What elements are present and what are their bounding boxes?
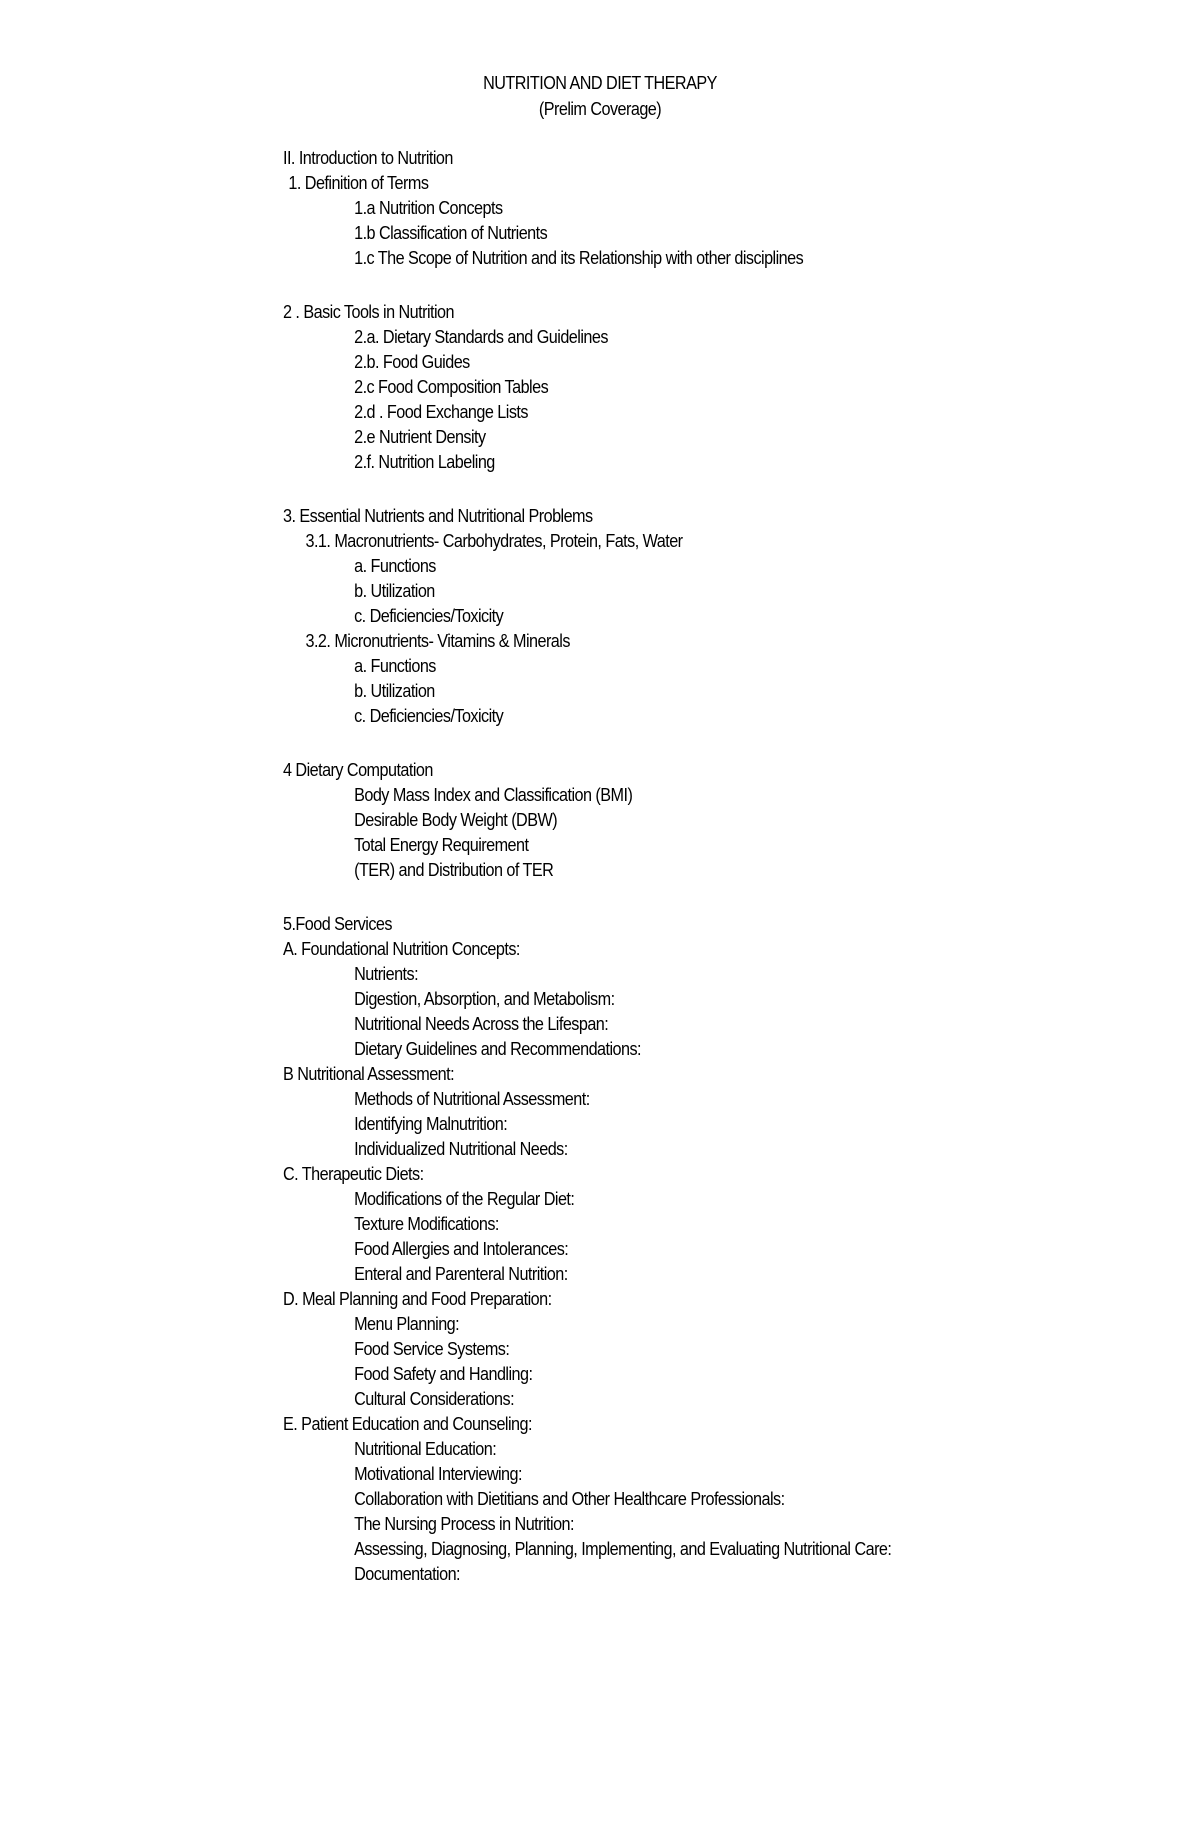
subsection-heading: 3.2. Micronutrients- Vitamins & Minerals [305, 631, 570, 651]
document-header [60, 70, 1140, 122]
outline-item: Body Mass Index and Classification (BMI) [354, 785, 633, 805]
section-heading: 2 . Basic Tools in Nutrition [283, 302, 454, 322]
outline-item: Dietary Guidelines and Recommendations: [354, 1039, 642, 1059]
outline-item: Methods of Nutritional Assessment: [354, 1089, 590, 1109]
outline-item: (TER) and Distribution of TER [354, 860, 554, 880]
subsection-heading: A. Foundational Nutrition Concepts: [283, 939, 520, 959]
outline-item: Collaboration with Dietitians and Other Healthcare Professionals: [354, 1489, 785, 1509]
section-heading: 4 Dietary Computation [283, 760, 433, 780]
outline-item: a. Functions [354, 656, 436, 676]
outline-item: Total Energy Requirement [354, 835, 529, 855]
outline-item: Food Allergies and Intolerances: [354, 1239, 569, 1259]
outline-item: Nutritional Education: [354, 1439, 497, 1459]
outline-item: Assessing, Diagnosing, Planning, Implementing, and Evaluating Nutritional Care: [354, 1539, 892, 1559]
outline-item: Cultural Considerations: [354, 1389, 515, 1409]
outline-item: c. Deficiencies/Toxicity [354, 706, 504, 726]
outline-item: Modifications of the Regular Diet: [354, 1189, 575, 1209]
spacer [283, 883, 1075, 912]
outline-item: Nutrients: [354, 964, 419, 984]
outline-item: 1.c The Scope of Nutrition and its Relationship with other disciplines [354, 248, 804, 268]
subsection-heading: D. Meal Planning and Food Preparation: [283, 1289, 552, 1309]
outline-item: 1.a Nutrition Concepts [354, 198, 503, 218]
outline-item: Individualized Nutritional Needs: [354, 1139, 568, 1159]
outline-item: 1.b Classification of Nutrients [354, 223, 548, 243]
section-heading: II. Introduction to Nutrition [283, 148, 453, 168]
document-title: NUTRITION AND DIET THERAPY [483, 73, 717, 93]
subsection-heading: 3.1. Macronutrients- Carbohydrates, Protein, Fats, Water [305, 531, 683, 551]
outline-item: Texture Modifications: [354, 1214, 499, 1234]
outline-item: Digestion, Absorption, and Metabolism: [354, 989, 615, 1009]
spacer [283, 729, 1075, 758]
outline-item: 2.b. Food Guides [354, 352, 470, 372]
spacer [283, 271, 1075, 300]
outline-item: Desirable Body Weight (DBW) [354, 810, 558, 830]
outline-item: Food Service Systems: [354, 1339, 510, 1359]
outline-item: 2.e Nutrient Density [354, 427, 486, 447]
subsection-heading: E. Patient Education and Counseling: [283, 1414, 532, 1434]
outline-item: The Nursing Process in Nutrition: [354, 1514, 574, 1534]
outline-item: 2.d . Food Exchange Lists [354, 402, 528, 422]
document-subtitle: (Prelim Coverage) [538, 99, 662, 119]
outline-item: 2.a. Dietary Standards and Guidelines [354, 327, 608, 347]
outline-item: c. Deficiencies/Toxicity [354, 606, 504, 626]
course-outline [283, 146, 1075, 1587]
outline-item: b. Utilization [354, 681, 435, 701]
outline-item: 2.f. Nutrition Labeling [354, 452, 495, 472]
spacer [283, 475, 1075, 504]
subsection-heading: B Nutritional Assessment: [283, 1064, 455, 1084]
outline-item: Identifying Malnutrition: [354, 1114, 508, 1134]
outline-item: a. Functions [354, 556, 436, 576]
outline-item: Enteral and Parenteral Nutrition: [354, 1264, 568, 1284]
outline-item: Nutritional Needs Across the Lifespan: [354, 1014, 609, 1034]
outline-item: Motivational Interviewing: [354, 1464, 522, 1484]
outline-item: 2.c Food Composition Tables [354, 377, 549, 397]
subsection-heading: 1. Definition of Terms [288, 173, 429, 193]
subsection-heading: C. Therapeutic Diets: [283, 1164, 424, 1184]
outline-item: Menu Planning: [354, 1314, 460, 1334]
section-heading: 5.Food Services [283, 914, 392, 934]
section-heading: 3. Essential Nutrients and Nutritional Problems [283, 506, 593, 526]
outline-item: Documentation: [354, 1564, 461, 1584]
outline-item: Food Safety and Handling: [354, 1364, 533, 1384]
outline-item: b. Utilization [354, 581, 435, 601]
